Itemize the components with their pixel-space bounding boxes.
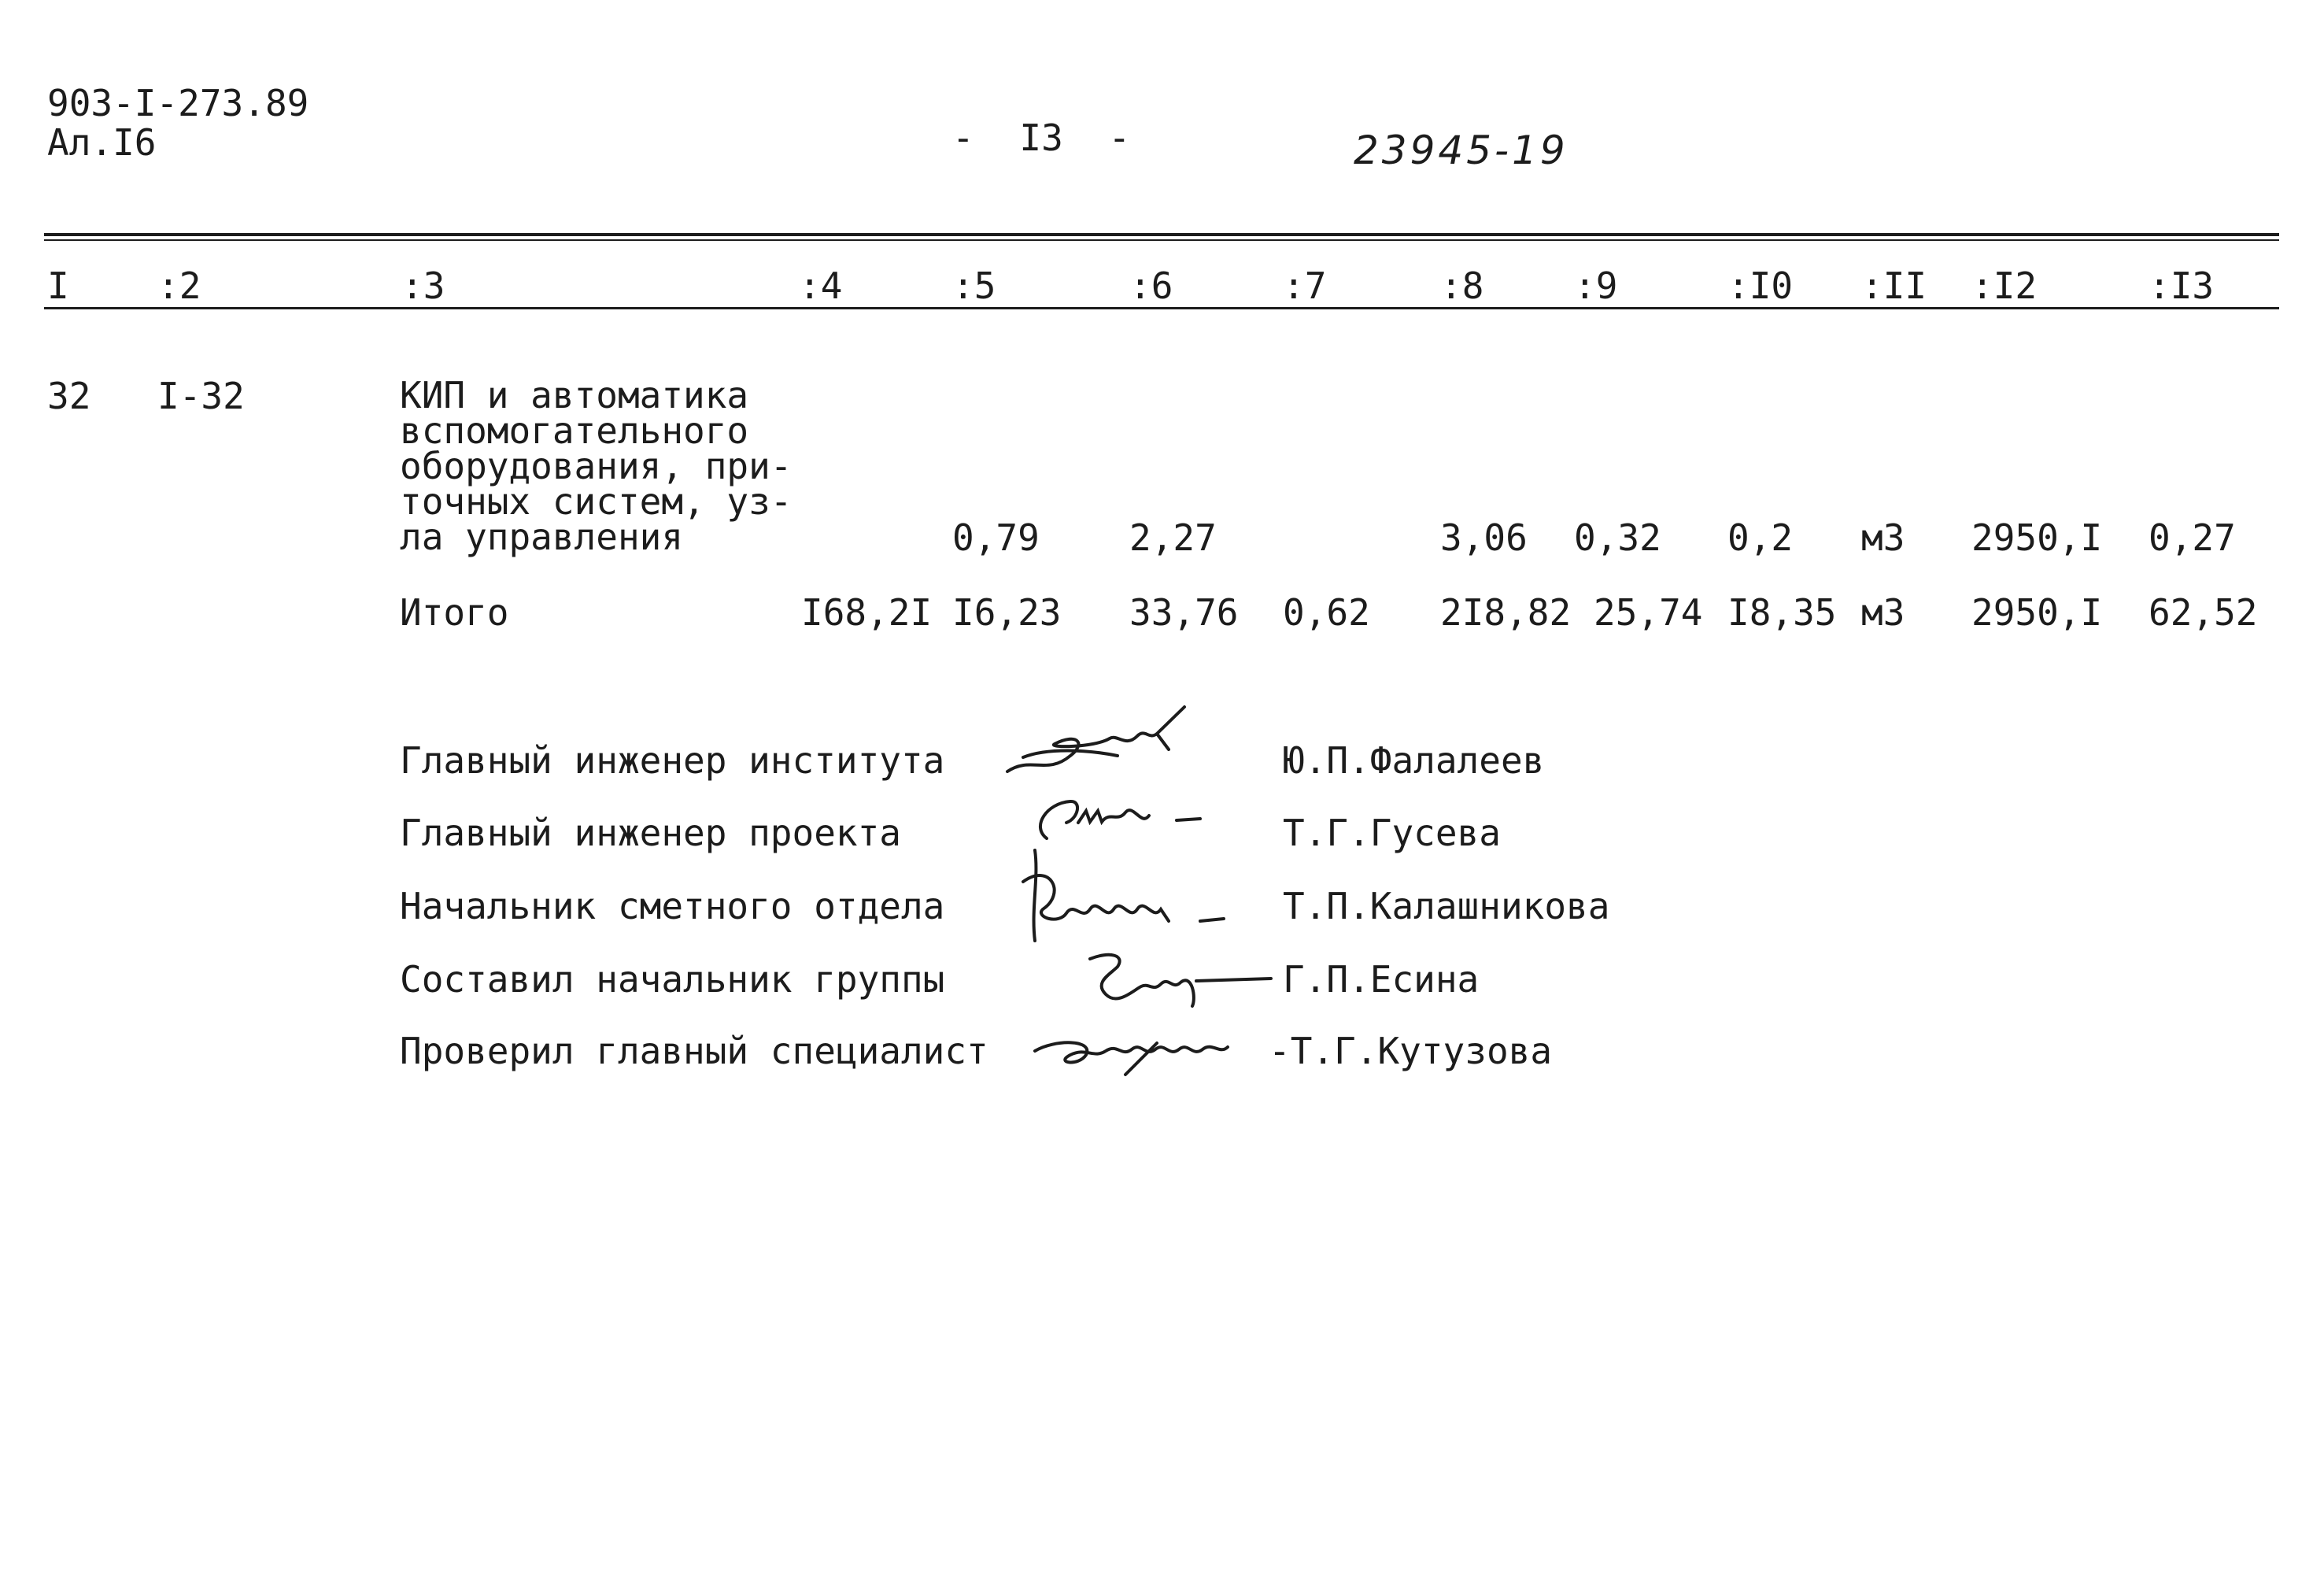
cell-c11: м3	[1861, 516, 1905, 559]
total-c7: 0,62	[1283, 591, 1370, 634]
row-number: 32	[47, 375, 91, 417]
column-header: :8	[1440, 265, 1484, 307]
page-number: - I3 -	[952, 117, 1131, 159]
column-header: :7	[1283, 265, 1327, 307]
handwritten-signature	[1078, 943, 1275, 1014]
column-header: :3	[401, 265, 445, 307]
cell-c6: 2,27	[1129, 516, 1217, 559]
table-top-rule-thin	[44, 239, 2279, 241]
sheet-number: Ал.I6	[47, 121, 157, 164]
table-header-bottom-rule	[44, 307, 2279, 309]
cell-c5: 0,79	[952, 516, 1040, 559]
total-label: Итого	[400, 591, 509, 634]
cell-c10: 0,2	[1727, 516, 1794, 559]
column-header: :5	[952, 265, 996, 307]
column-header: :4	[799, 265, 843, 307]
handwritten-signature	[1031, 1019, 1267, 1082]
column-header: :I0	[1727, 265, 1794, 307]
signature-role: Проверил главный специалист	[400, 1030, 988, 1072]
total-c9: 25,74	[1594, 591, 1703, 634]
signature-name: -Т.Г.Кутузова	[1269, 1030, 1553, 1072]
signature-name: Т.Г.Гусева	[1283, 812, 1501, 854]
total-c6: 33,76	[1129, 591, 1239, 634]
column-header: :II	[1861, 265, 1927, 307]
signature-name: Т.П.Калашникова	[1283, 885, 1610, 927]
column-header: :I2	[1971, 265, 2038, 307]
signature-name: Г.П.Есина	[1283, 958, 1480, 1001]
column-header: :2	[157, 265, 201, 307]
signature-role: Главный инженер института	[400, 739, 945, 782]
column-header: :9	[1574, 265, 1618, 307]
cell-c9: 0,32	[1574, 516, 1661, 559]
signature-role: Начальник сметного отдела	[400, 885, 945, 927]
total-c10: I8,35	[1727, 591, 1837, 634]
total-c13: 62,52	[2148, 591, 2258, 634]
cell-c12: 2950,I	[1971, 516, 2103, 559]
total-c11: м3	[1861, 591, 1905, 634]
handwritten-signature	[1011, 846, 1255, 949]
total-c8: 2I8,82	[1440, 591, 1572, 634]
inventory-number: 23945-19	[1354, 128, 1568, 173]
row-description: КИП и автоматика вспомогательного оборудования, при- точных систем, уз- ла управления	[400, 374, 793, 558]
handwritten-signature	[999, 701, 1204, 787]
row-code: I-32	[157, 375, 245, 417]
total-c4: I68,2I	[801, 591, 933, 634]
cell-c8: 3,06	[1440, 516, 1528, 559]
total-c5: I6,23	[952, 591, 1062, 634]
column-header: :I3	[2148, 265, 2215, 307]
signature-role: Составил начальник группы	[400, 958, 945, 1001]
column-header: :6	[1129, 265, 1173, 307]
cell-c13: 0,27	[2148, 516, 2236, 559]
total-c12: 2950,I	[1971, 591, 2103, 634]
column-header: I	[47, 265, 69, 307]
document-code: 903-I-273.89	[47, 82, 309, 124]
handwritten-signature	[1023, 787, 1220, 850]
signature-name: Ю.П.Фалалеев	[1283, 739, 1545, 782]
signature-role: Главный инженер проекта	[400, 812, 901, 854]
table-top-rule	[44, 233, 2279, 236]
